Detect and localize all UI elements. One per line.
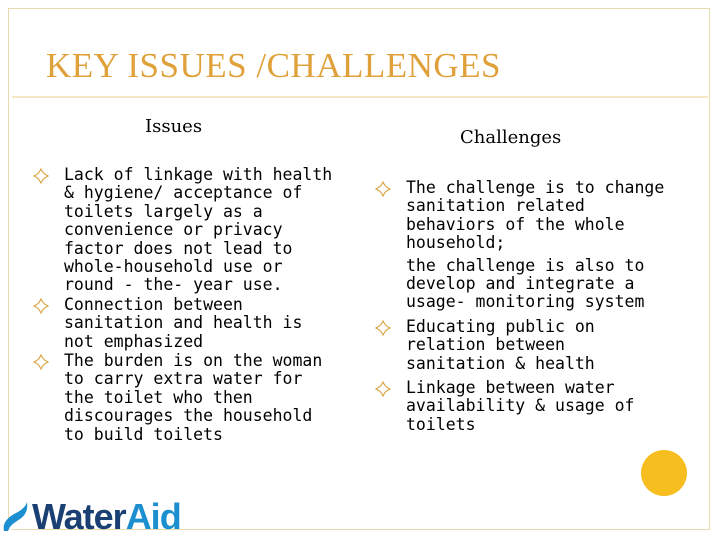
slide-title: KEY ISSUES /CHALLENGES [46, 46, 501, 85]
challenge-item [375, 179, 670, 312]
issues-heading: Issues [145, 116, 203, 137]
issue-text: The burden is on the woman to carry extra water for the toilet who then discourages the household to build toilets [64, 351, 323, 444]
issue-item [33, 352, 333, 444]
logo-text-water: Water [32, 496, 126, 537]
issue-item [33, 166, 333, 295]
bullet-icon [33, 354, 49, 370]
challenge-item [375, 379, 670, 434]
challenge-text: The challenge is to change sanitation related behaviors of the whole household; [406, 178, 665, 253]
bullet-icon [375, 381, 391, 397]
challenges-list [375, 179, 670, 440]
issue-item [33, 296, 333, 351]
challenge-text: Educating public on relation between sanitation & health [406, 316, 595, 373]
bullet-icon [375, 320, 391, 336]
bullet-icon [375, 181, 391, 197]
challenges-heading: Challenges [460, 127, 562, 148]
title-divider [12, 96, 708, 98]
logo-text-aid: Aid [125, 496, 181, 537]
bullet-icon [33, 298, 49, 314]
challenge-item [375, 318, 670, 373]
issues-list [33, 166, 333, 445]
bullet-icon [33, 168, 49, 184]
wateraid-logo [0, 497, 200, 537]
decorative-circle [641, 450, 687, 496]
issue-text: Lack of linkage with health & hygiene/ acceptance of toilets largely as a convenience or privacy factor does not lead to whole-household use or round - the- year use. [64, 165, 333, 295]
challenge-text: Linkage between water availability & usage of toilets [406, 378, 635, 434]
challenge-continuation: the challenge is also to develop and integrate a usage- monitoring system [406, 255, 645, 312]
water-drop-icon [0, 501, 30, 533]
issue-text: Connection between sanitation and health is not emphasized [64, 294, 303, 351]
